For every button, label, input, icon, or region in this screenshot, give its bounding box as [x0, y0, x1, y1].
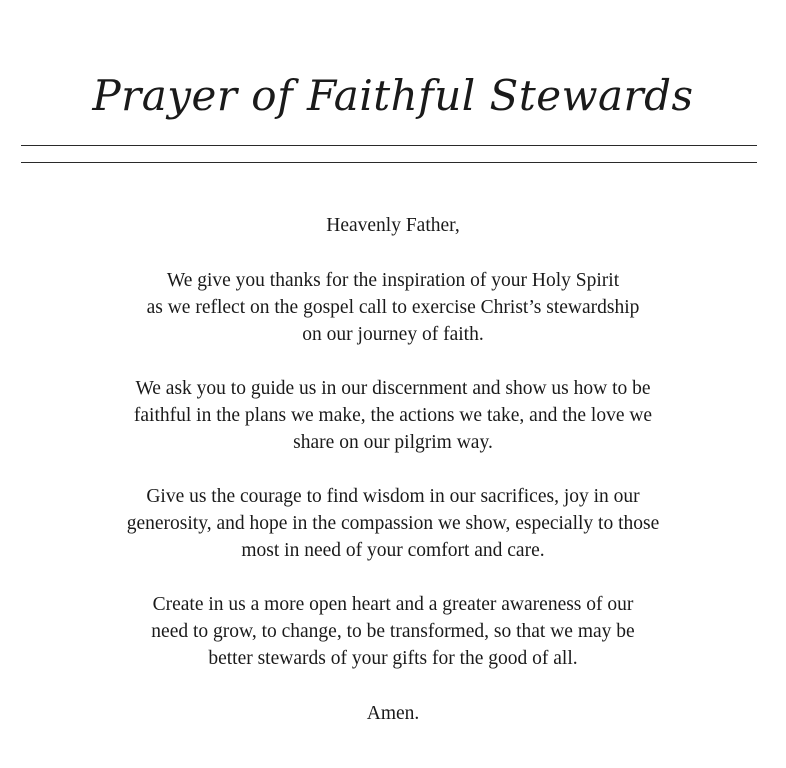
paragraph-line: Create in us a more open heart and a greater awareness of our: [152, 594, 634, 615]
paragraph-courage: [0, 483, 786, 564]
paragraph-line: generosity, and hope in the compassion we show, especially to those: [126, 513, 660, 534]
paragraph-thanks: [0, 267, 786, 348]
paragraph-line: as we reflect on the gospel call to exercise Christ’s stewardship: [146, 297, 640, 318]
page-title: Prayer of Faithful Stewards: [92, 71, 694, 120]
paragraph-guidance: [0, 375, 786, 456]
title-divider-top: [21, 145, 757, 146]
greeting-line: Heavenly Father,: [326, 215, 460, 236]
paragraph-line: We give you thanks for the inspiration of your Holy Spirit: [166, 270, 620, 291]
paragraph-line: on our journey of faith.: [302, 324, 484, 345]
title-divider-bottom: [21, 162, 757, 163]
paragraph-line: We ask you to guide us in our discernment and show us how to be: [135, 378, 651, 399]
greeting: [0, 212, 786, 239]
paragraph-open-heart: [0, 591, 786, 672]
paragraph-line: better stewards of your gifts for the good of all.: [208, 648, 578, 669]
closing: [0, 700, 786, 727]
closing-line: Amen.: [366, 703, 420, 724]
paragraph-line: share on our pilgrim way.: [293, 432, 493, 453]
paragraph-line: most in need of your comfort and care.: [241, 540, 545, 561]
paragraph-line: need to grow, to change, to be transformed, so that we may be: [151, 621, 635, 642]
paragraph-line: faithful in the plans we make, the actions we take, and the love we: [133, 405, 653, 426]
paragraph-line: Give us the courage to find wisdom in our sacrifices, joy in our: [146, 486, 640, 507]
